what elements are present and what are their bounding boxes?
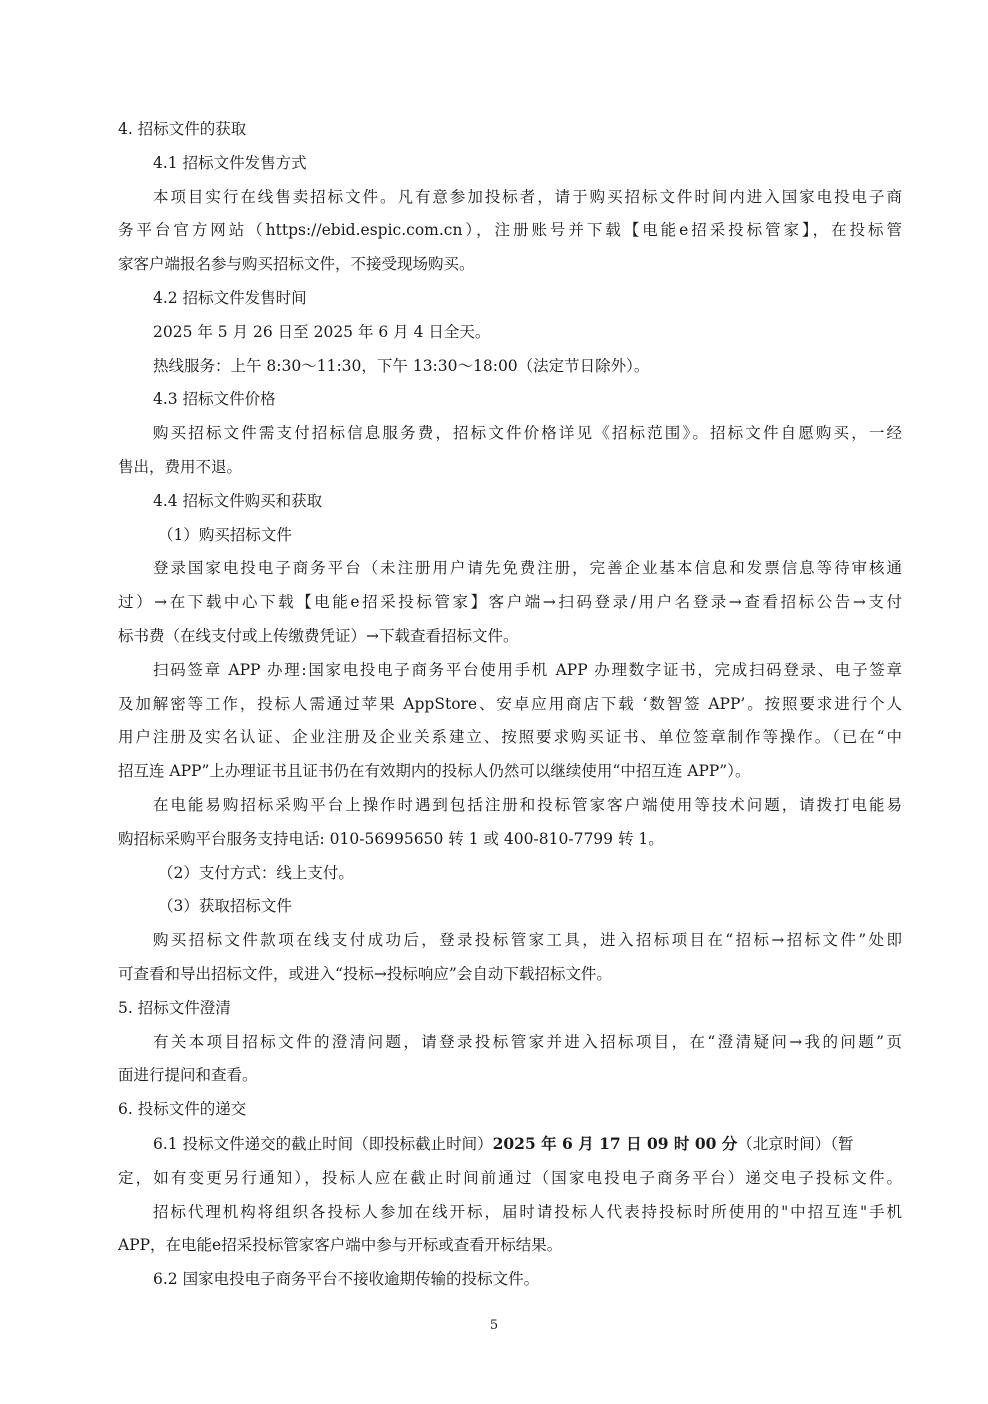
paragraph-line: 本项目实行在线售卖招标文件。凡有意参加投标者，请于购买招标文件时间内进入国家电投电子商 [153, 187, 902, 206]
paragraph-line: 可查看和导出招标文件，或进入“投标→投标响应”会自动下载招标文件。 [118, 964, 612, 983]
paragraph-line: 招标代理机构将组织各投标人参加在线开标，届时请投标人代表持投标时所使用的"中招互连"手机 [153, 1202, 902, 1221]
list-item-heading: （2）支付方式：线上支付。 [158, 863, 354, 882]
paragraph-line: 购买招标文件需支付招标信息服务费，招标文件价格详见《招标范围》。招标文件自愿购买，一经 [153, 424, 902, 443]
paragraph-line: 家客户端报名参与购买招标文件，不接受现场购买。 [118, 255, 475, 274]
paragraph-line: 务平台官方网站（https://ebid.espic.com.cn），注册账号并下载【电能e招采投标管家】，在投标管 [118, 221, 902, 240]
section-heading: 4. 招标文件的获取 [118, 120, 247, 138]
paragraph-line: 面进行提问和查看。 [118, 1066, 258, 1085]
page-number: 5 [489, 1318, 499, 1333]
document-body [118, 113, 902, 1297]
subsection-heading: 4.3 招标文件价格 [153, 390, 276, 409]
paragraph-line: 热线服务：上午 8:30～11:30，下午 13:30～18:00（法定节日除外）。 [153, 356, 650, 375]
list-item-heading: （1）购买招标文件 [158, 525, 292, 544]
paragraph-line: 用户注册及实名认证、企业注册及企业关系建立、按照要求购买证书、单位签章制作等操作。（已在“中 [118, 728, 902, 747]
paragraph-line: 过）→在下载中心下载【电能e招采投标管家】客户端→扫码登录/用户名登录→查看招标公告→支付 [118, 593, 902, 612]
paragraph-line: 2025 年 5 月 26 日至 2025 年 6 月 4 日全天。 [153, 322, 491, 341]
paragraph-line: 登录国家电投电子商务平台（未注册用户请先免费注册，完善企业基本信息和发票信息等待审核通 [153, 559, 902, 578]
paragraph-line: 及加解密等工作，投标人需通过苹果 AppStore、安卓应用商店下载 ‘数智签 APP’。按照要求进行个人 [118, 694, 902, 713]
paragraph-line: 有关本项目招标文件的澄清问题，请登录投标管家并进入招标项目，在“澄清疑问→我的问题”页 [153, 1032, 902, 1051]
paragraph-line: 招互连 APP”上办理证书且证书仍在有效期内的投标人仍然可以继续使用“中招互连 APP”）。 [118, 762, 751, 781]
paragraph-line: 在电能易购招标采购平台上操作时遇到包括注册和投标管家客户端使用等技术问题，请拨打电能易 [153, 795, 902, 814]
section-heading: 6. 投标文件的递交 [118, 1100, 247, 1119]
subsection-heading: 4.1 招标文件发售方式 [153, 153, 307, 172]
paragraph-line: APP，在电能e招采投标管家客户端中参与开标或查看开标结果。 [118, 1236, 563, 1255]
paragraph-line: 售出，费用不退。 [118, 457, 243, 476]
subsection-heading: 4.4 招标文件购买和获取 [153, 491, 323, 510]
paragraph-line: 购买招标文件款项在线支付成功后，登录投标管家工具，进入招标项目在“招标→招标文件”处即 [153, 931, 902, 950]
deadline-tail: （北京时间）（暂 [737, 1134, 854, 1153]
list-item-heading: （3）获取招标文件 [158, 897, 292, 916]
deadline-datetime: 2025 年 6 月 17 日 09 时 00 分 [492, 1133, 738, 1153]
paragraph-line: 6.2 国家电投电子商务平台不接收逾期传输的投标文件。 [153, 1270, 540, 1289]
section-heading: 5. 招标文件澄清 [118, 998, 231, 1017]
paragraph-line: 定，如有变更另行通知），投标人应在截止时间前通过（国家电投电子商务平台）递交电子投标文件。 [118, 1168, 902, 1187]
paragraph-line: 扫码签章 APP 办理:国家电投电子商务平台使用手机 APP 办理数字证书，完成扫码登录、电子签章 [153, 660, 902, 679]
subsection-heading: 4.2 招标文件发售时间 [153, 288, 307, 307]
paragraph-line: 购招标采购平台服务支持电话: 010-56995650 转 1 或 400-810-7799 转 1。 [118, 829, 664, 848]
deadline-line [118, 1127, 902, 1162]
deadline-lead: 6.1 投标文件递交的截止时间（即投标截止时间） [153, 1134, 493, 1153]
paragraph-line: 标书费（在线支付或上传缴费凭证）→下载查看招标文件。 [118, 626, 519, 645]
